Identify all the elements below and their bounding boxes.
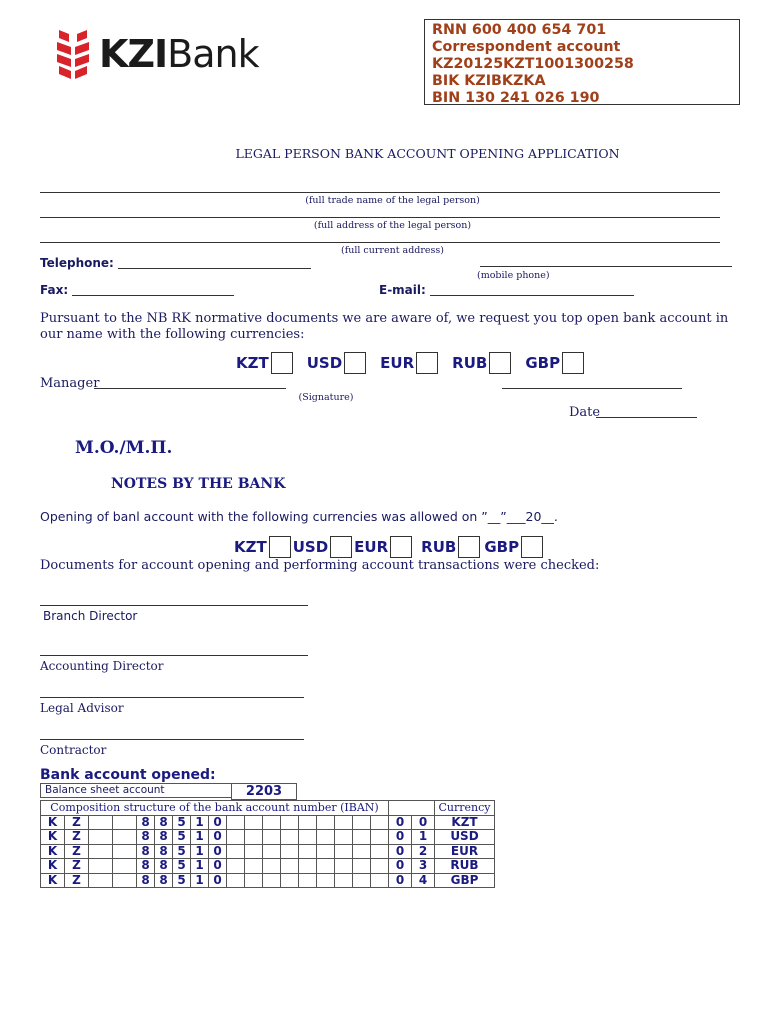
iban-cell[interactable] <box>113 830 137 845</box>
iban-cell[interactable]: 0 <box>412 815 435 830</box>
iban-cell[interactable]: K <box>41 830 65 845</box>
iban-currency: RUB <box>435 859 495 874</box>
iban-cell[interactable] <box>353 830 371 845</box>
iban-currency: EUR <box>435 844 495 859</box>
iban-cell[interactable] <box>371 830 389 845</box>
iban-header-row <box>41 801 495 816</box>
iban-row <box>41 844 495 859</box>
iban-cell[interactable] <box>281 873 299 888</box>
iban-cell[interactable] <box>317 815 335 830</box>
currency-gbp-label: GBP <box>525 354 561 372</box>
iban-cell[interactable] <box>113 873 137 888</box>
iban-row <box>41 815 495 830</box>
bank-currency-rub-label: RUB <box>421 538 457 556</box>
iban-cell[interactable] <box>281 844 299 859</box>
iban-cell[interactable] <box>227 815 245 830</box>
signature-field[interactable] <box>502 388 682 389</box>
bank-notes-title: NOTES BY THE BANK <box>111 476 286 492</box>
trade-name-field[interactable] <box>40 192 720 193</box>
current-address-field[interactable] <box>40 242 720 243</box>
iban-cell[interactable]: 1 <box>191 859 209 874</box>
bin-line: BIN 130 241 026 190 <box>432 90 600 106</box>
currency-rub-checkbox[interactable] <box>489 352 511 374</box>
bank-currency-usd-checkbox[interactable] <box>330 536 352 558</box>
fax-label: Fax: <box>40 283 69 297</box>
iban-header: Composition structure of the bank account number (IBAN) <box>41 801 389 816</box>
iban-cell[interactable] <box>263 844 281 859</box>
address-field[interactable] <box>40 217 720 218</box>
account-opened-heading: Bank account opened: <box>40 767 216 783</box>
iban-cell[interactable]: 1 <box>412 830 435 845</box>
correspondent-label: Correspondent account <box>432 39 621 55</box>
iban-cell[interactable] <box>113 859 137 874</box>
iban-cell[interactable]: Z <box>65 830 89 845</box>
email-label: E-mail: <box>379 283 426 297</box>
mobile-field[interactable] <box>480 266 732 267</box>
bank-currency-rub-checkbox[interactable] <box>458 536 480 558</box>
iban-cell[interactable] <box>89 830 113 845</box>
email-field[interactable] <box>430 295 634 296</box>
iban-header-spacer <box>389 801 435 816</box>
iban-cell[interactable] <box>317 830 335 845</box>
pursuant-text: Pursuant to the NB RK normative documents we are aware of, we request you top open bank account in our name with the following currencies: <box>40 311 729 342</box>
iban-cell[interactable]: Z <box>65 815 89 830</box>
contractor-label: Contractor <box>40 743 107 757</box>
legal-advisor-label: Legal Advisor <box>40 701 124 715</box>
iban-cell[interactable] <box>263 815 281 830</box>
iban-cell[interactable] <box>299 815 317 830</box>
bank-currency-usd-label: USD <box>292 538 329 556</box>
bank-currency-gbp-label: GBP <box>484 538 520 556</box>
mobile-caption: (mobile phone) <box>477 270 550 281</box>
iban-cell[interactable]: 1 <box>191 830 209 845</box>
bank-currency-kzt-label: KZT <box>234 538 267 556</box>
balance-sheet-value: 2203 <box>231 783 297 800</box>
manager-name-field[interactable] <box>94 388 286 389</box>
branch-director-label: Branch Director <box>43 609 138 623</box>
iban-cell[interactable] <box>335 873 353 888</box>
iban-cell[interactable] <box>227 873 245 888</box>
bank-logo <box>55 26 259 82</box>
signature-caption: (Signature) <box>298 392 354 403</box>
iban-cell[interactable] <box>371 815 389 830</box>
currency-selector <box>236 352 598 374</box>
iban-cell[interactable]: 0 <box>389 844 412 859</box>
iban-cell[interactable] <box>245 859 263 874</box>
iban-row <box>41 859 495 874</box>
iban-currency: USD <box>435 830 495 845</box>
iban-cell[interactable] <box>89 844 113 859</box>
iban-cell[interactable]: Z <box>65 873 89 888</box>
bank-currency-kzt-checkbox[interactable] <box>269 536 291 558</box>
currency-usd-checkbox[interactable] <box>344 352 366 374</box>
bank-currency-eur-label: EUR <box>354 538 389 556</box>
iban-cell[interactable]: 2 <box>412 844 435 859</box>
iban-cell[interactable]: 8 <box>155 859 173 874</box>
iban-cell[interactable]: K <box>41 859 65 874</box>
balance-sheet-label: Balance sheet account <box>40 783 232 798</box>
accounting-director-signature-line[interactable] <box>40 655 308 656</box>
iban-cell[interactable]: 3 <box>412 859 435 874</box>
fax-field[interactable] <box>72 295 234 296</box>
iban-cell[interactable]: 5 <box>173 873 191 888</box>
iban-cell[interactable] <box>245 873 263 888</box>
iban-cell[interactable] <box>281 830 299 845</box>
iban-cell[interactable] <box>335 830 353 845</box>
iban-cell[interactable]: 8 <box>155 844 173 859</box>
bik-line: BIK KZIBKZKA <box>432 73 546 89</box>
iban-cell[interactable]: 8 <box>137 873 155 888</box>
currency-rub-label: RUB <box>452 354 488 372</box>
iban-cell[interactable]: 0 <box>389 873 412 888</box>
iban-cell[interactable]: Z <box>65 844 89 859</box>
iban-cell[interactable]: 0 <box>209 830 227 845</box>
iban-cell[interactable] <box>353 873 371 888</box>
iban-cell[interactable]: 8 <box>137 844 155 859</box>
currency-eur-label: EUR <box>380 354 415 372</box>
iban-cell[interactable] <box>317 873 335 888</box>
iban-cell[interactable] <box>227 844 245 859</box>
form-title: LEGAL PERSON BANK ACCOUNT OPENING APPLICATION <box>235 146 620 161</box>
iban-cell[interactable] <box>245 844 263 859</box>
iban-cell[interactable]: 8 <box>155 830 173 845</box>
current-address-caption: (full current address) <box>341 245 444 256</box>
iban-cell[interactable]: 1 <box>191 844 209 859</box>
iban-cell[interactable] <box>371 859 389 874</box>
iban-cell[interactable] <box>317 844 335 859</box>
iban-cell[interactable] <box>227 830 245 845</box>
iban-cell[interactable] <box>299 844 317 859</box>
iban-cell[interactable]: 0 <box>389 815 412 830</box>
iban-cell[interactable]: 0 <box>209 873 227 888</box>
iban-cell[interactable]: 0 <box>209 859 227 874</box>
legal-advisor-signature-line[interactable] <box>40 697 304 698</box>
bank-details-box <box>424 19 740 105</box>
iban-cell[interactable]: 5 <box>173 844 191 859</box>
iban-cell[interactable] <box>263 859 281 874</box>
iban-currency: GBP <box>435 873 495 888</box>
iban-cell[interactable] <box>335 859 353 874</box>
rnn-line: RNN 600 400 654 701 <box>432 22 607 38</box>
iban-cell[interactable] <box>317 859 335 874</box>
iban-cell[interactable]: 0 <box>209 844 227 859</box>
bank-currency-gbp-checkbox[interactable] <box>521 536 543 558</box>
iban-cell[interactable] <box>281 859 299 874</box>
iban-cell[interactable] <box>353 859 371 874</box>
iban-currency: KZT <box>435 815 495 830</box>
documents-checked-text: Documents for account opening and performing account transactions were checked: <box>40 558 600 573</box>
iban-cell[interactable] <box>353 815 371 830</box>
date-label: Date <box>569 405 601 420</box>
logo-mark-icon <box>55 28 91 80</box>
iban-table <box>40 800 495 888</box>
iban-cell[interactable]: K <box>41 844 65 859</box>
iban-cell[interactable]: 8 <box>155 873 173 888</box>
iban-cell[interactable] <box>335 844 353 859</box>
iban-cell[interactable] <box>89 873 113 888</box>
iban-cell[interactable] <box>371 873 389 888</box>
iban-cell[interactable] <box>227 859 245 874</box>
iban-cell[interactable]: 5 <box>173 830 191 845</box>
iban-cell[interactable]: K <box>41 815 65 830</box>
branch-director-signature-line[interactable] <box>40 605 308 606</box>
stamp-placeholder: M.O./M.П. <box>75 438 173 458</box>
iban-cell[interactable] <box>353 844 371 859</box>
logo-wordmark: KZIBank <box>99 32 259 76</box>
contractor-signature-line[interactable] <box>40 739 304 740</box>
iban-cell[interactable] <box>113 844 137 859</box>
date-field[interactable] <box>596 417 697 418</box>
iban-cell[interactable]: 1 <box>191 815 209 830</box>
currency-kzt-label: KZT <box>236 354 269 372</box>
manager-label: Manager <box>40 376 100 391</box>
iban-row <box>41 830 495 845</box>
iban-cell[interactable] <box>113 815 137 830</box>
iban-cell[interactable] <box>89 815 113 830</box>
iban-cell[interactable] <box>299 830 317 845</box>
currency-header: Currency <box>435 801 495 816</box>
iban-cell[interactable]: 0 <box>209 815 227 830</box>
iban-cell[interactable]: 8 <box>137 830 155 845</box>
iban-cell[interactable] <box>263 873 281 888</box>
iban-cell[interactable]: 8 <box>137 859 155 874</box>
currency-usd-label: USD <box>306 354 343 372</box>
iban-cell[interactable]: Z <box>65 859 89 874</box>
opening-allowed-text: Opening of banl account with the following currencies was allowed on ”__”___20__. <box>40 509 558 524</box>
iban-cell[interactable]: 5 <box>173 815 191 830</box>
iban-cell[interactable] <box>89 859 113 874</box>
currency-eur-checkbox[interactable] <box>416 352 438 374</box>
iban-cell[interactable]: 4 <box>412 873 435 888</box>
iban-cell[interactable]: 0 <box>389 830 412 845</box>
trade-name-caption: (full trade name of the legal person) <box>305 195 480 206</box>
correspondent-account: KZ20125KZT1001300258 <box>432 56 634 72</box>
iban-cell[interactable] <box>281 815 299 830</box>
iban-cell[interactable]: K <box>41 873 65 888</box>
telephone-field[interactable] <box>118 268 311 269</box>
iban-cell[interactable] <box>245 815 263 830</box>
iban-row <box>41 873 495 888</box>
accounting-director-label: Accounting Director <box>40 659 164 673</box>
iban-cell[interactable] <box>245 830 263 845</box>
iban-cell[interactable]: 8 <box>137 815 155 830</box>
iban-cell[interactable]: 1 <box>191 873 209 888</box>
iban-cell[interactable] <box>263 830 281 845</box>
iban-cell[interactable] <box>299 873 317 888</box>
telephone-label: Telephone: <box>40 256 114 270</box>
iban-cell[interactable]: 0 <box>389 859 412 874</box>
address-caption: (full address of the legal person) <box>313 220 472 231</box>
iban-cell[interactable]: 8 <box>155 815 173 830</box>
iban-cell[interactable] <box>299 859 317 874</box>
currency-gbp-checkbox[interactable] <box>562 352 584 374</box>
iban-cell[interactable] <box>371 844 389 859</box>
iban-cell[interactable]: 5 <box>173 859 191 874</box>
bank-currency-eur-checkbox[interactable] <box>390 536 412 558</box>
currency-kzt-checkbox[interactable] <box>271 352 293 374</box>
bank-currency-selector <box>234 536 557 558</box>
iban-cell[interactable] <box>335 815 353 830</box>
